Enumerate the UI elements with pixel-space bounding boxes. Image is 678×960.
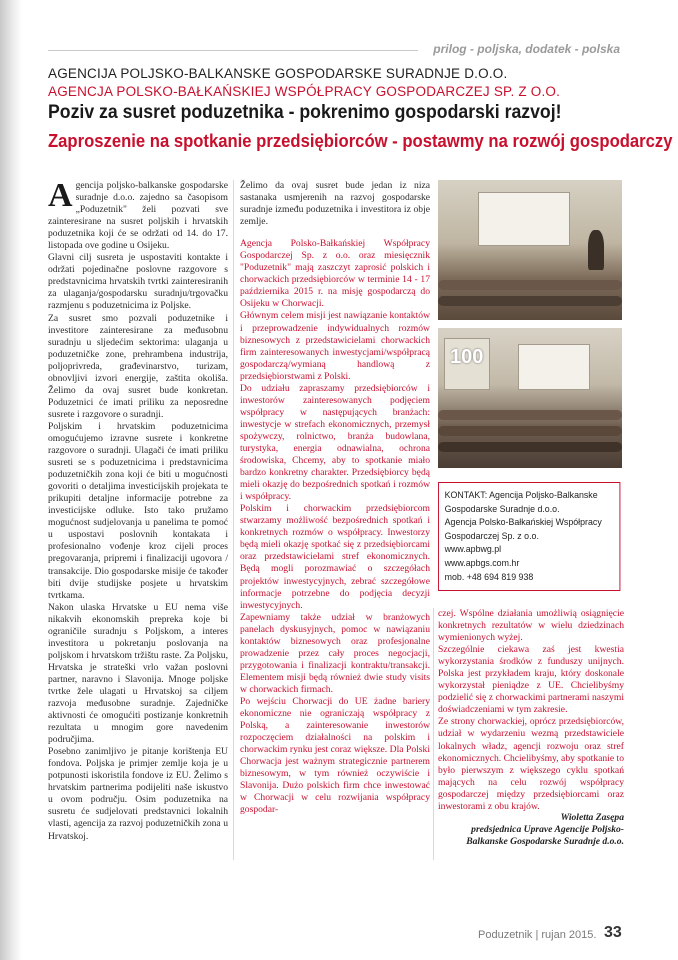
- org-name-polish: AGENCJA POLSKO-BAŁKAŃSKIEJ WSPÓŁPRACY GOSPODARCZEJ SP. Z O.O.: [48, 84, 561, 99]
- projection-screen: [518, 344, 590, 390]
- column-right: [438, 608, 624, 813]
- paragraph: Agencja Polsko-Bałkańskiej Współpracy Gospodarczej Sp. z o.o. oraz miesięcznik "Poduzetnik" mają zaszczyt zaprosić polskich i chorwackich przedsiębiorców w terminie 14 - 17 października 2015 r. na misję gospodarczą do Osijeku w Chorwacji.: [240, 238, 430, 310]
- paragraph: Za susret smo pozvali poduzetnike i investitore zainteresirane za međusobnu suradnju u sljedećim sektorima: ulaganja u poduzetničke zone, prehrambena industrija, poljoprivreda, građevinarstvo, turizam, obnovljivi izvori energije, zaštita okoliša. Želimo da ovaj susret bude konkretan. Poduzetnici će imati priliku za neposredne susrete i razgovore o suradnji.: [48, 312, 228, 420]
- spacer: [240, 228, 430, 238]
- headline-polish: Zaproszenie na spotkanie przedsiębiorców - postawmy na rozwój gospodarczy: [48, 130, 673, 151]
- paragraph: Agencija poljsko-balkanske gospodarske suradnje d.o.o. zajedno sa časopisom „Poduzetnik" želi pozvati sve zainteresirane na susret poljskih i hrvatskih poduzetnika koji će se održati od 14. do 17. listopada ove godine u Osijeku.: [48, 177, 228, 252]
- paragraph: Polskim i chorwackim przedsiębiorcom stwarzamy możliwość bezpośrednich spotkań i konkretnych rozmów o współpracy. Inwestorzy będą mieli okazję spotkać się z przedsiębiorcami oraz przedstawicielami stref ekonomicznych. Będą mogli porozmawiać o szczegółach projektów inwestycyjnych, zebrać szczegółowe informacje potrzebne do podjęcia decyzji inwestycyjnych.: [240, 503, 430, 611]
- speaker-figure: [588, 230, 604, 270]
- headline-croatian: Poziv za susret poduzetnika - pokrenimo gospodarski razvoj!: [48, 102, 562, 123]
- audience-row: [438, 296, 622, 306]
- column-croatian: [48, 177, 228, 843]
- audience-row: [438, 442, 622, 452]
- column-divider: [233, 180, 234, 860]
- contact-website-link[interactable]: www.apbgs.com.hr: [444, 557, 520, 568]
- banner-rule: [48, 50, 418, 51]
- paragraph: Do udziału zapraszamy przedsiębiorców i inwestorów zainteresowanych podjęciem współpracy w następujących branżach: inwestycje w strefach ekonomicznych, przemysł spożywczy, rolnictwo, branża budowlana, turystyka, energia odnawialna, ochrona środowiska, Chcemy, aby to spotkanie miało bardzo konkretny charakter. Przedsiębiorcy będą mieli okazję do bezpośrednich spotkań i rozmów i współpracy.: [240, 382, 430, 503]
- contact-org-polish: Agencja Polsko-Bałkańskiej Współpracy Gospodarczej Sp. z o.o.: [444, 517, 602, 541]
- banner-stand-sign: 100: [450, 346, 484, 368]
- paragraph: Poljskim i hrvatskim poduzetnicima omogućujemo izravne susrete i konkretne razgovore o suradnji. Ulagači će imati priliku susreti se s poduzetnicima i predstavnicima poduzetničkih zona koji će biti u mogućnosti govoriti o detaljima investicijskih projekata te prikupiti detaljne informacije potrebne za investicijske odluke. Isto tako pružamo mogućnost sudjelovanja u panelima te pomoć u uspostavi poslovnih kontakata i profesionalno vođenje kroz cijeli proces pregovaranja, pripremi i finalizaciji ugovora / transakcije. Dio gospodarske misije će također biti dvije studijske posjete u hrvatskim tvrtkama.: [48, 420, 228, 601]
- paragraph: Po wejściu Chorwacji do UE żadne bariery ekonomiczne nie ograniczają współpracy z Polską, a zainteresowanie inwestorów rozpoczęciem działalności na polskim i chorwackim rynku jest coraz większe. Dla Polski Chorwacja jest ważnym strategicznie partnerem biznesowym, w tym również oczywiście i Slavonija. Dużo polskich firm chce inwestować w Chorwacji w celu rozwijania współpracy gospodar-: [240, 695, 430, 816]
- event-photo-speaker: [438, 180, 622, 320]
- paragraph: Posebno zanimljivo je pitanje korištenja EU fondova. Poljska je primjer zemlje koja je u potpunosti iskoristila fondove iz EU. Želimo s hrvatskim partnerima podijeliti naše iskustvo u ovom području. Osim poduzetnika na susretu će sudjelovati predstavnici lokalnih vlasti, agencija za razvoj poduzetničkih zona u Hrvatskoj.: [48, 746, 228, 842]
- signature-role: predsjednica Uprave Agencije Poljsko-Balkanske Gospodarske Suradnje d.o.o.: [466, 824, 624, 847]
- projection-screen: [478, 192, 570, 246]
- paragraph: Ze strony chorwackiej, oprócz przedsiębiorców, udział w wydarzeniu wezmą przedstawiciele lokalnych władz, agencji rozwoju oraz stref ekonomicznych. Chcielibyśmy, aby spotkanie to było pierwszym z większego cyklu spotkań mających na celu rozwój współpracy gospodarczej między przedsiębiorcami oraz inwestorami z obu krajów.: [438, 716, 624, 812]
- drop-cap: A: [48, 177, 73, 214]
- column-divider: [433, 608, 434, 860]
- event-photo-audience: [438, 328, 622, 468]
- page-fold-shadow: [0, 0, 22, 960]
- contact-phone: mob. +48 694 819 938: [444, 571, 534, 582]
- paragraph: Želimo da ovaj susret bude jedan iz niza sastanaka usmjerenih na razvoj gospodarske suradnje između poduzetnika i investitora iz obje zemlje.: [240, 180, 430, 228]
- signature-name: Wioletta Zasępa: [560, 812, 624, 823]
- section-banner: prilog - poljska, dodatek - polska: [433, 42, 620, 56]
- page-number: 33: [604, 924, 622, 941]
- audience-row: [438, 280, 622, 290]
- org-name-croatian: AGENCIJA POLJSKO-BALKANSKE GOSPODARSKE SURADNJE D.O.O.: [48, 66, 508, 81]
- contact-org-croatian: KONTAKT: Agencija Poljsko-Balkanske Gospodarske Suradnje d.o.o.: [444, 490, 598, 514]
- column-middle: [240, 180, 430, 816]
- paragraph: czej. Wspólne działania umożliwią osiągnięcie konkretnych rezultatów w wielu dziedzinach wymienionych wyżej.: [438, 608, 624, 644]
- paragraph: Głównym celem misji jest nawiązanie kontaktów i przeprowadzenie indywidualnych rozmów biznesowych z przedstawicielami chorwackich firm zainteresowanych inwestycjami/współpracą gospodarczą/wymianą handlową z przedsiębiorstwami z Polski.: [240, 310, 430, 382]
- footer-magazine: Poduzetnik | rujan 2015.: [478, 929, 597, 941]
- paragraph: Szczególnie ciekawa zaś jest kwestia wykorzystania środków z funduszy unijnych. Polska jest przykładem kraju, który doskonale wykorzystał pieniądze z UE. Chcielibyśmy podzielić się z chorwackimi partnerami naszymi doświadczeniami w tym zakresie.: [438, 644, 624, 716]
- paragraph: Nakon ulaska Hrvatske u EU nema više nikakvih ekonomskih prepreka koje bi ograničile suradnju s Poljskom, a interes investitora u pokretanju poslovanja na poljskom i hrvatskom tržištu raste. Za Poljsku, Hrvatska je strateški vrlo važan poslovni partner, naravno i Slavonija. Mnoge poljske tvrtke žele ulagati u Hrvatskoj sa ciljem razvoja međusobne suradnje. Zajedničke aktivnosti će omogućiti postizanje konkretnih rezultata u mnogim gore navedenim područjima.: [48, 601, 228, 746]
- audience-row: [438, 426, 622, 436]
- contact-box: [438, 482, 620, 591]
- paragraph: Zapewniamy także udział w branżowych panelach dyskusyjnych, pomoc w nawiązaniu kontaktów biznesowych oraz profesjonalne prowadzenie przez cały proces negocjacji, przygotowania i finalizacji kontraktu/transakcji. Elementem misji będą również dwie study visits w chorwackich firmach.: [240, 611, 430, 695]
- signature-block: [440, 812, 624, 848]
- paragraph: Glavni cilj susreta je uspostaviti kontakte i održati pojedinačne poslovne razgovore s predstavnicima hrvatskih tvrtki zainteresiranih za ulaganja/gospodarsku suradnju/trgovačku razmjenu s poduzetnicima iz Poljske.: [48, 252, 228, 312]
- audience-row: [438, 410, 622, 420]
- contact-website-link[interactable]: www.apbwg.pl: [444, 544, 502, 555]
